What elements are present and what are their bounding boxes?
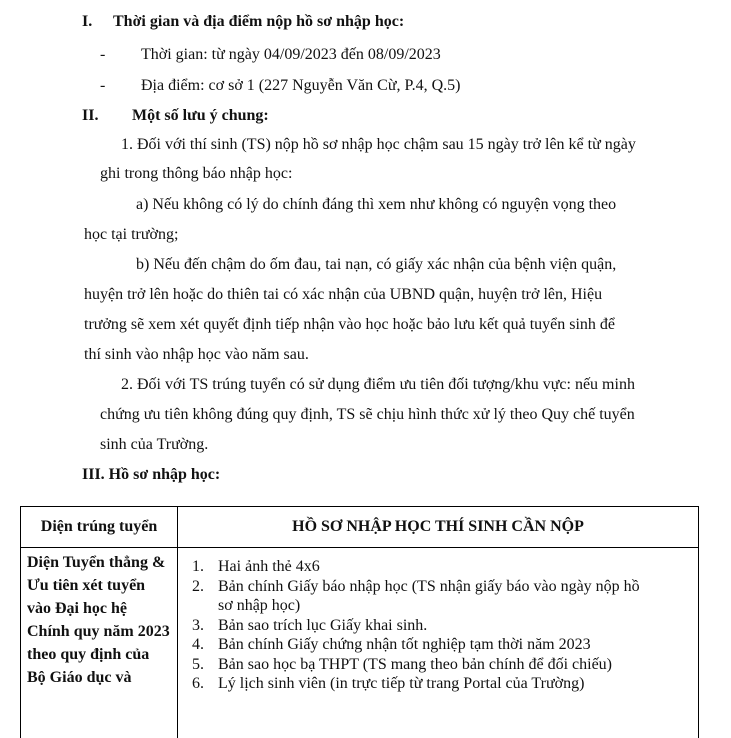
note-1b-line-4: thí sinh vào nhập học vào năm sau.	[84, 346, 309, 363]
table-header-row	[21, 507, 699, 548]
note-1a-line-2: học tại trường;	[84, 226, 179, 243]
list-item	[192, 616, 690, 636]
list-item	[192, 557, 690, 577]
category-cell	[21, 548, 178, 738]
section-1-title: Thời gian và địa điểm nộp hồ sơ nhập học:	[113, 13, 405, 30]
note-2-line-1: 2. Đối với TS trúng tuyển có sử dụng điểm ưu tiên đối tượng/khu vực: nếu minh	[121, 376, 635, 393]
section-1-bullet-time: -	[100, 46, 106, 63]
list-item	[192, 674, 690, 694]
item-text: Bản sao trích lục Giấy khai sinh.	[218, 616, 428, 634]
item-number: 2.	[192, 577, 204, 595]
documents-list	[178, 548, 698, 694]
list-item	[192, 577, 690, 616]
note-1b-line-1: b) Nếu đến chậm do ốm đau, tai nạn, có giấy xác nhận của bệnh viện quận,	[136, 256, 617, 273]
item-number: 4.	[192, 636, 204, 653]
item-text-continued: sơ nhập học)	[218, 597, 301, 614]
item-text: Lý lịch sinh viên (in trực tiếp từ trang Portal của Trường)	[218, 675, 585, 692]
note-1a-line-1: a) Nếu không có lý do chính đáng thì xem như không có nguyện vọng theo	[136, 196, 617, 213]
admission-documents-table	[20, 506, 699, 738]
list-item	[192, 635, 690, 655]
section-1-number: I.	[82, 13, 93, 30]
header-admission-type: Diện trúng tuyển	[21, 507, 178, 548]
item-number: 5.	[192, 655, 204, 673]
section-2-title: Một số lưu ý chung:	[132, 107, 269, 124]
note-1b-line-2: huyện trở lên hoặc do thiên tai có xác nhận của UBND quận, huyện trở lên, Hiệu	[84, 286, 603, 303]
item-number: 6.	[192, 675, 204, 692]
note-2-line-2: chứng ưu tiên không đúng quy định, TS sẽ chịu hình thức xử lý theo Quy chế tuyển	[100, 406, 635, 423]
section-1-time-text: Thời gian: từ ngày 04/09/2023 đến 08/09/2023	[141, 46, 441, 63]
list-item	[192, 655, 690, 675]
item-text: Bản sao học bạ THPT (TS mang theo bản chính để đối chiếu)	[218, 655, 612, 673]
table-row	[21, 548, 699, 738]
section-2-number: II.	[82, 107, 99, 124]
section-3-title: III. Hồ sơ nhập học:	[82, 466, 221, 483]
note-1-line-2: ghi trong thông báo nhập học:	[100, 165, 293, 182]
item-number: 1.	[192, 558, 204, 575]
item-text: Bản chính Giấy chứng nhận tốt nghiệp tạm thời năm 2023	[218, 636, 591, 653]
category-text: Diện Tuyển thẳng & Ưu tiên xét tuyển vào Đại học hệ Chính quy năm 2023 theo quy định của Bộ Giáo dục và	[27, 554, 170, 686]
documents-cell	[178, 548, 699, 738]
note-1b-line-3: trưởng sẽ xem xét quyết định tiếp nhận vào học hoặc bảo lưu kết quả tuyển sinh để	[84, 316, 616, 333]
item-text: Bản chính Giấy báo nhập học (TS nhận giấy báo vào ngày nộp hồ	[218, 577, 640, 595]
item-text: Hai ảnh thẻ 4x6	[218, 558, 320, 575]
section-1-bullet-place: -	[100, 77, 106, 94]
section-1-place-text: Địa điểm: cơ sở 1 (227 Nguyễn Văn Cừ, P.4, Q.5)	[141, 77, 461, 94]
item-number: 3.	[192, 616, 204, 634]
header-required-documents: HỒ SƠ NHẬP HỌC THÍ SINH CẦN NỘP	[178, 507, 699, 548]
note-2-line-3: sinh của Trường.	[100, 436, 209, 453]
note-1-line-1: 1. Đối với thí sinh (TS) nộp hồ sơ nhập học chậm sau 15 ngày trở lên kể từ ngày	[121, 136, 636, 153]
